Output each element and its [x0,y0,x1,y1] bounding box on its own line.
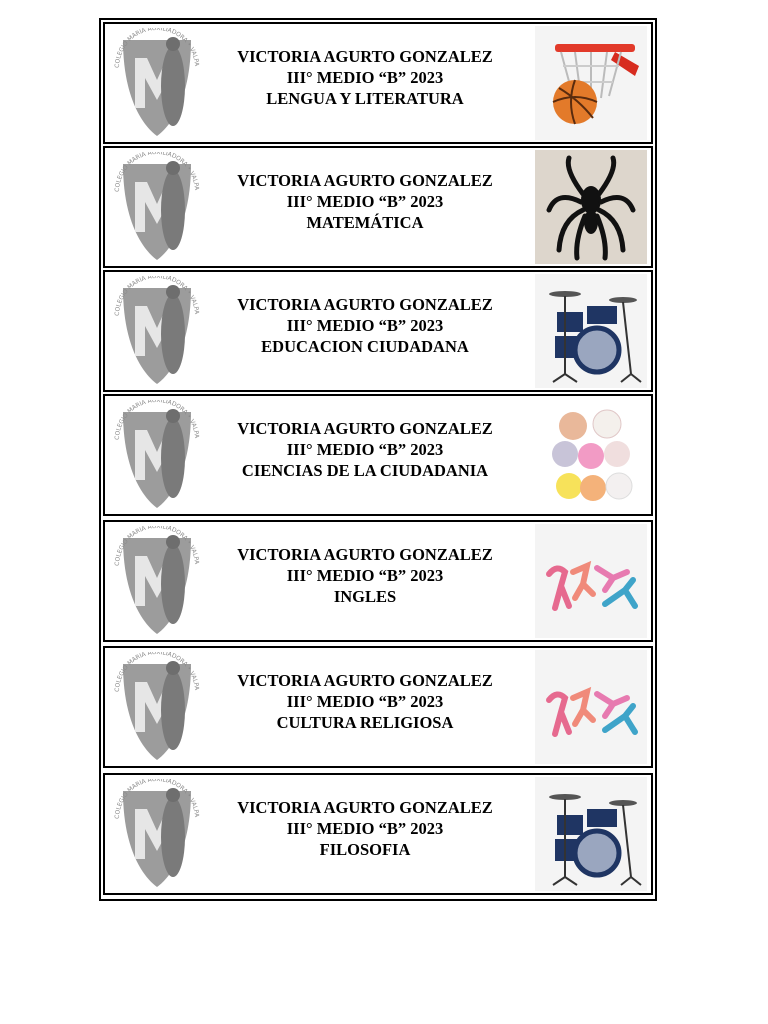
student-name: VICTORIA AGURTO GONZALEZ [237,671,493,690]
course: III° MEDIO “B” 2023 [286,316,444,335]
course: III° MEDIO “B” 2023 [286,192,444,211]
label-text [215,670,515,733]
school-crest-icon [113,526,201,638]
label-text [215,544,515,607]
student-name: VICTORIA AGURTO GONZALEZ [237,295,493,314]
subject: FILOSOFIA [319,840,411,859]
school-crest-icon [113,400,201,512]
label-ingles [103,520,653,642]
student-name: VICTORIA AGURTO GONZALEZ [237,419,493,438]
subject: INGLES [333,587,397,606]
crest-text: COLEGIO MARIA AUXILIADORA • VALPA [113,779,200,820]
label-text [215,294,515,357]
crest-text: COLEGIO MARIA AUXILIADORA • VALPA [113,152,200,193]
student-name: VICTORIA AGURTO GONZALEZ [237,545,493,564]
dancers-icon [535,524,647,638]
course: III° MEDIO “B” 2023 [286,692,444,711]
label-text [215,797,515,860]
label-text [215,418,515,481]
school-crest-icon [113,276,201,388]
drum-kit-icon [535,274,647,388]
label-filosofia [103,773,653,895]
label-cultura-religiosa [103,646,653,768]
crest-text: COLEGIO MARIA AUXILIADORA • VALPA [113,652,200,693]
basketball-hoop-icon [535,26,647,140]
drum-kit-icon [535,777,647,891]
label-matematica [103,146,653,268]
crest-text: COLEGIO MARIA AUXILIADORA • VALPA [113,28,200,69]
school-crest-icon [113,28,201,140]
school-crest-icon [113,652,201,764]
student-name: VICTORIA AGURTO GONZALEZ [237,798,493,817]
subject: CULTURA RELIGIOSA [276,713,454,732]
course: III° MEDIO “B” 2023 [286,819,444,838]
course: III° MEDIO “B” 2023 [286,440,444,459]
subject: EDUCACION CIUDADANA [261,337,469,356]
course: III° MEDIO “B” 2023 [286,68,444,87]
label-text [215,46,515,109]
student-name: VICTORIA AGURTO GONZALEZ [237,171,493,190]
cartoon-characters-icon [535,398,647,512]
label-lengua [103,22,653,144]
crest-text: COLEGIO MARIA AUXILIADORA • VALPA [113,400,200,441]
subject: CIENCIAS DE LA CIUDADANIA [241,461,489,480]
subject: LENGUA Y LITERATURA [266,89,464,108]
crest-text: COLEGIO MARIA AUXILIADORA • VALPA [113,526,200,567]
school-crest-icon [113,779,201,891]
dancers-icon [535,650,647,764]
student-name: VICTORIA AGURTO GONZALEZ [237,47,493,66]
subject: MATEMÁTICA [306,213,424,232]
spider-icon [535,150,647,264]
course: III° MEDIO “B” 2023 [286,566,444,585]
school-crest-icon [113,152,201,264]
label-text [215,170,515,233]
crest-text: COLEGIO MARIA AUXILIADORA • VALPA [113,276,200,317]
label-ciencias-ciudadania [103,394,653,516]
label-educacion-ciudadana [103,270,653,392]
